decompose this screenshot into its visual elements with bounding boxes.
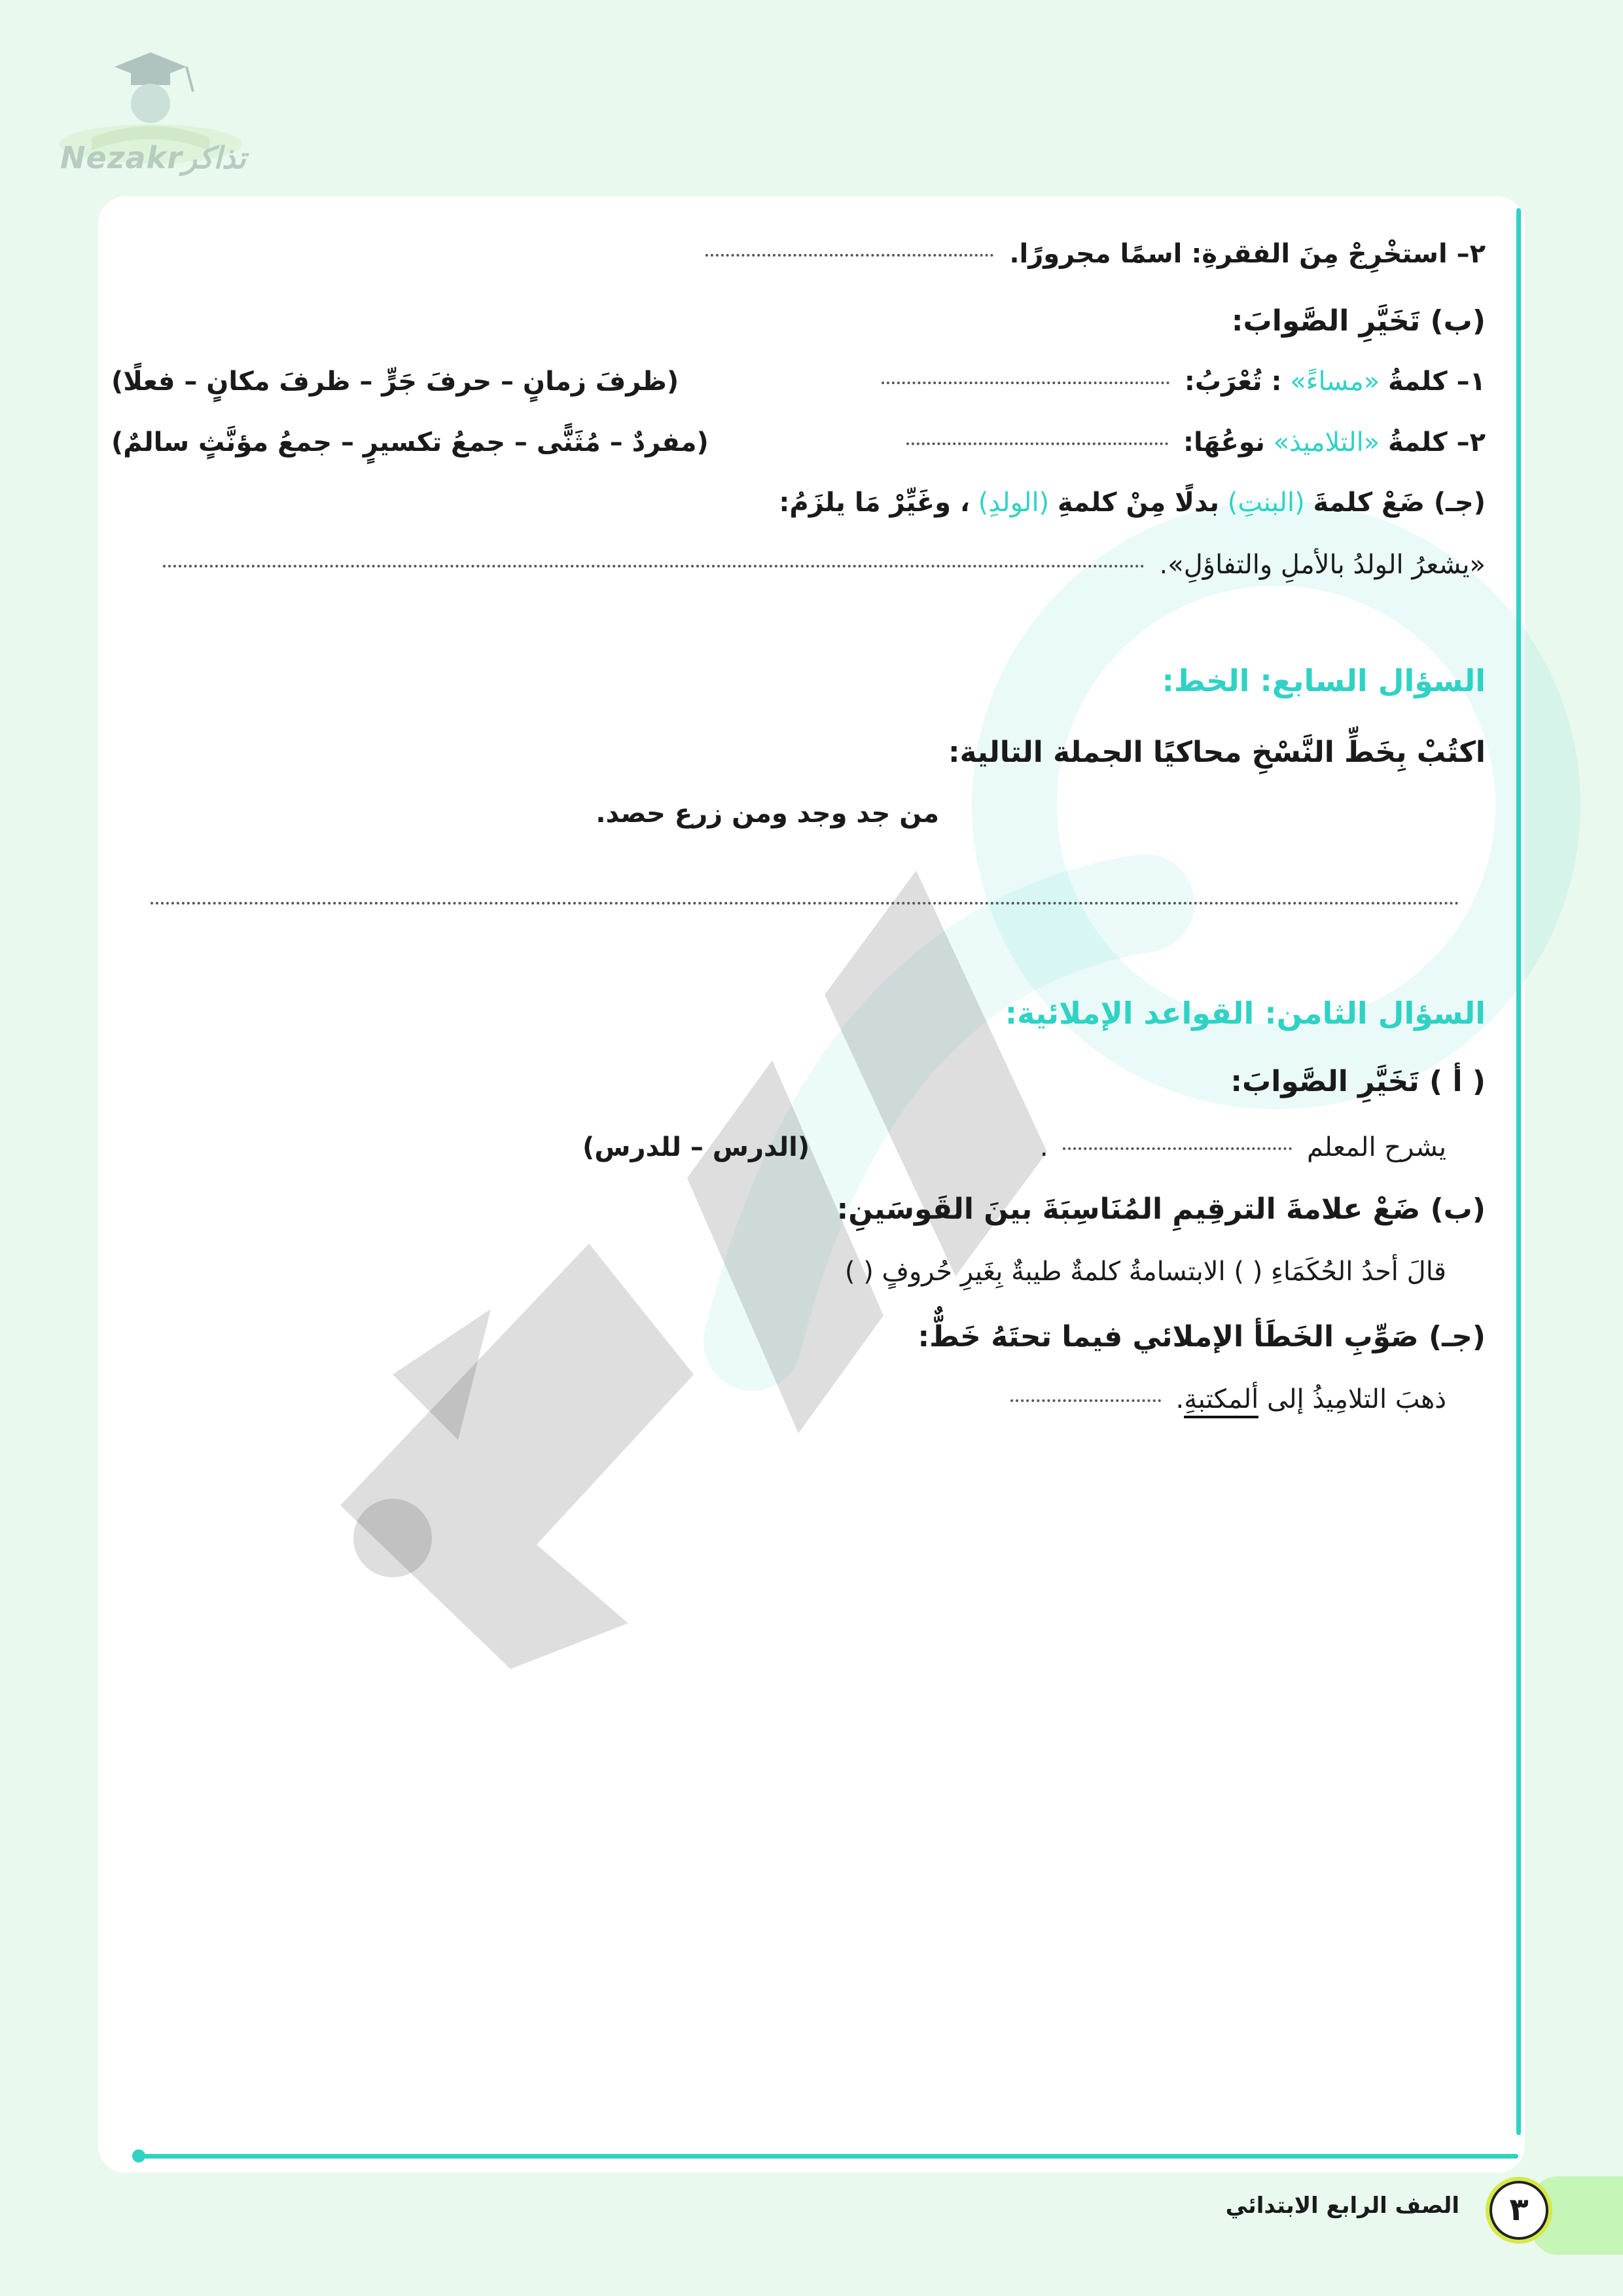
section-8-title: السؤال الثامن: القواعد الإملائية: <box>1005 996 1486 1031</box>
answer-blank[interactable] <box>882 382 1169 384</box>
punctuation-sentence: قالَ أحدُ الحُكَمَاءِ ( ) الابتسامةُ كلمةٌ طيبةٌ بِغَيرِ حُروفٍ ( ) <box>844 1257 1446 1287</box>
answer-blank[interactable] <box>705 254 993 257</box>
replace-instruction-mid: بدلًا مِنْ كلمةِ <box>1057 488 1220 518</box>
replace-instruction-prefix: (جـ) ضَعْ كلمةَ <box>1313 488 1486 518</box>
section-7-title: السؤال السابع: الخط: <box>1162 663 1486 698</box>
section-8-choose-options: (الدرس – للدرس) <box>582 1132 810 1162</box>
punctuation-title: (ب) ضَعْ علامةَ الترقِيمِ المُنَاسِبَةَ بينَ القَوسَينِ: <box>836 1193 1486 1226</box>
answer-blank[interactable] <box>163 565 1145 567</box>
footer-rule <box>139 2154 1518 2159</box>
section-8-choose-sentence: يشرح المعلم . <box>1039 1132 1446 1162</box>
underlined-word: ألمكتبةِ <box>1184 1384 1258 1418</box>
replace-word-1: (البنتِ) <box>1227 488 1305 518</box>
correction-sentence <box>1004 1381 1446 1418</box>
writing-line[interactable] <box>151 902 1459 905</box>
correction-sentence-text: ذهبَ التلامِيذُ إلى <box>1267 1384 1446 1414</box>
extract-question-text: ٢– استخْرِجْ مِنَ الفقرةِ: اسمًا مجرورًا. <box>1009 239 1486 269</box>
section-8-choose-title: ( أ ) تَخَيَّرِ الصَّوابَ: <box>1230 1065 1486 1098</box>
choose-item-1-word: «مساءً» <box>1290 367 1380 397</box>
choose-item-2 <box>900 424 1486 461</box>
replace-instruction-suffix: ، وغَيِّرْ مَا يلزَمُ: <box>779 488 971 518</box>
grade-label: الصف الرابع الابتدائي <box>1225 2193 1459 2219</box>
calligraphy-sentence: من جد وجد ومن زرع حصد. <box>596 798 939 829</box>
logo-text: Nezakrتذاكر <box>60 140 246 175</box>
answer-blank[interactable] <box>1063 1147 1292 1150</box>
answer-blank[interactable] <box>906 442 1168 445</box>
choose-item-1 <box>875 363 1486 400</box>
choose-item-2-options: (مفردٌ – مُثَنًّى – جمعُ تكسيرٍ – جمعُ مؤنَّثٍ سالمٌ) <box>111 427 709 457</box>
section-8-choose-text: يشرح المعلم <box>1306 1132 1446 1162</box>
section-7-instruction: اكتُبْ بِخَطِّ النَّسْخِ محاكيًا الجملة التالية: <box>948 736 1486 769</box>
choose-title: (ب) تَخَيَّرِ الصَّوابَ: <box>1231 304 1486 338</box>
choose-item-2-prefix: ٢– كلمةُ <box>1387 427 1486 457</box>
correction-title: (جـ) صَوِّبِ الخَطَأ الإملائي فيما تحتَهُ خَطٌّ: <box>918 1320 1486 1354</box>
choose-item-2-word: «التلاميذ» <box>1273 427 1380 457</box>
page-number: ٣ <box>1489 2181 1548 2240</box>
replace-sentence <box>156 547 1486 583</box>
correction-sentence-end: . <box>1175 1384 1185 1414</box>
extract-question <box>699 236 1486 272</box>
choose-item-1-prefix: ١– كلمةُ <box>1387 367 1486 397</box>
replace-word-2: (الولدِ) <box>978 488 1050 518</box>
choose-item-2-suffix: نوعُهَا: <box>1183 427 1265 457</box>
choose-item-1-options: (ظرفَ زمانٍ – حرفَ جَرٍّ – ظرفَ مكانٍ – فعلًا) <box>111 367 679 397</box>
choose-item-1-suffix: : تُعْرَبُ: <box>1184 367 1282 397</box>
replace-instruction <box>779 484 1486 521</box>
replace-sentence-text: «يشعرُ الولدُ بالأملِ والتفاؤلِ». <box>1159 550 1486 580</box>
page-edge-accent <box>1516 208 1521 2135</box>
answer-blank[interactable] <box>1010 1399 1161 1402</box>
